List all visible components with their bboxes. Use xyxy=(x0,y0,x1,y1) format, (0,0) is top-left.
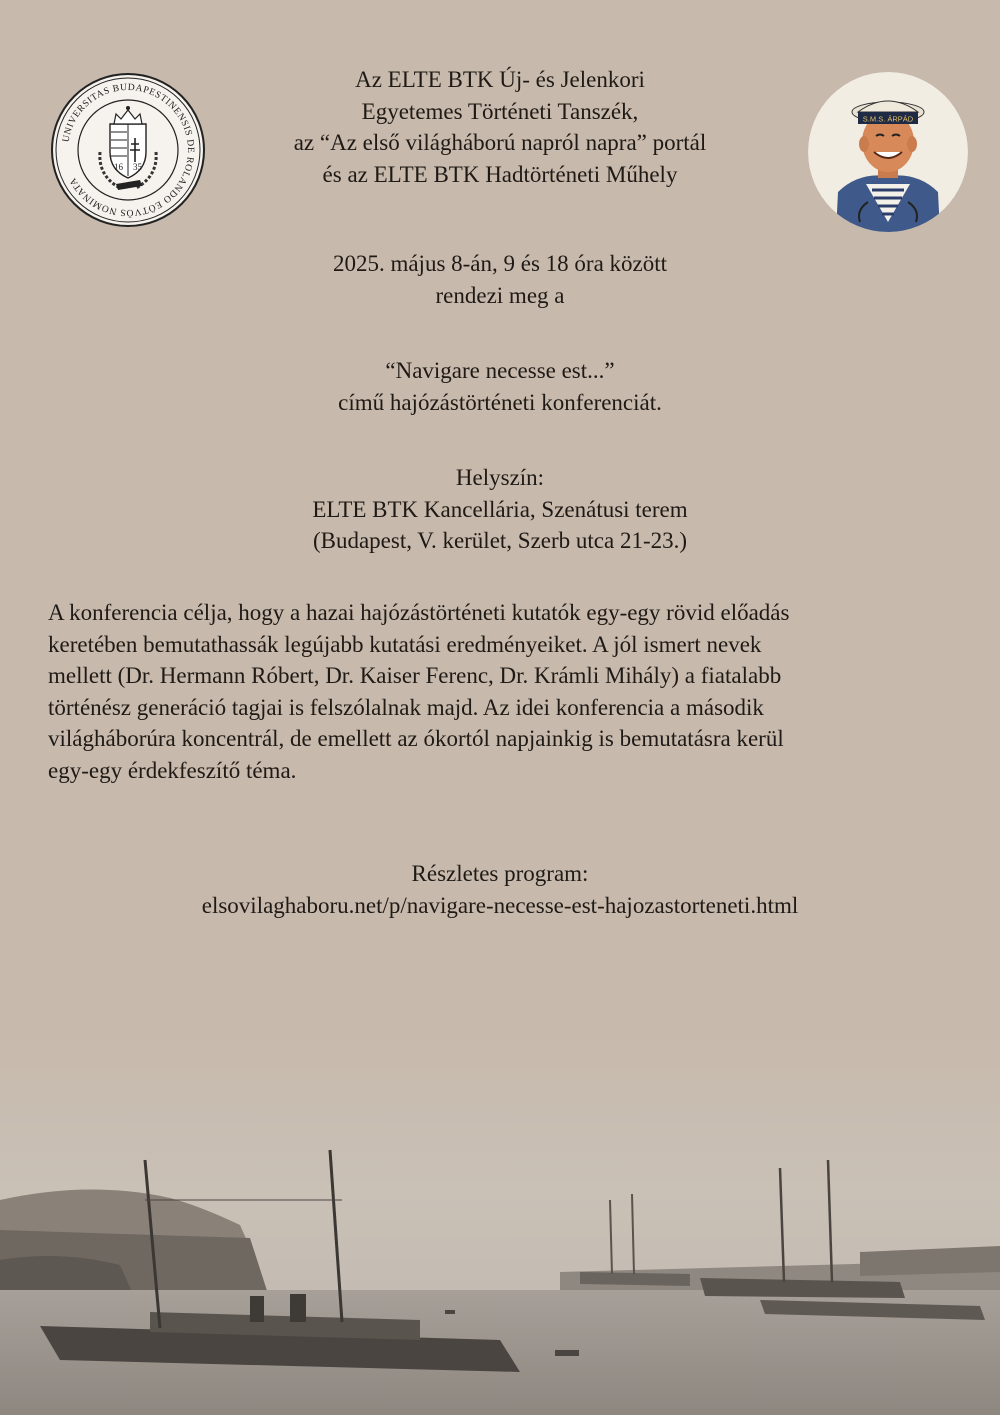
organizer-line: Az ELTE BTK Új- és Jelenkori xyxy=(355,67,645,92)
organizer-line: Egyetemes Történeti Tanszék, xyxy=(361,98,639,124)
event-title-sub: című hajózástörténeti konferenciát. xyxy=(338,389,662,415)
description-line: történész generáció tagjai is felszólalnak majd. Az idei konferencia a második xyxy=(48,694,764,720)
venue-label: Helyszín: xyxy=(455,465,545,490)
event-date-sub: rendezi meg a xyxy=(435,282,565,308)
harbor-warships-photo xyxy=(0,1010,1000,1415)
description-paragraph xyxy=(48,597,968,786)
description-line: keretében bemutathassák legújabb kutatási eredményeiket. A jól ismert nevek xyxy=(48,631,762,657)
seal-year-left: 16 xyxy=(114,162,123,172)
organizer-line: az “Az első világháború napról napra” portál xyxy=(293,130,707,155)
seal-ring-text: UNIVERSITAS BUDAPESTINENSIS DE ROLANDO EÖTVÖS NOMINATA xyxy=(60,81,197,219)
seal-year-right: 35 xyxy=(133,162,142,172)
description-line: egy-egy érdekfeszítő téma. xyxy=(48,757,297,783)
title-block xyxy=(0,355,1000,418)
event-date: 2025. május 8-án, 9 és 18 óra között xyxy=(332,251,668,276)
venue-address: (Budapest, V. kerület, Szerb utca 21-23.) xyxy=(312,528,688,553)
venue-name: ELTE BTK Kancellária, Szenátusi terem xyxy=(312,496,688,522)
venue-block xyxy=(0,462,1000,557)
description-line: mellett (Dr. Hermann Róbert, Dr. Kaiser Ferenc, Dr. Krámli Mihály) a fiatalabb xyxy=(48,663,782,688)
organizers-block xyxy=(0,64,1000,190)
cap-band-text: S.M.S. ÁRPÁD xyxy=(862,114,914,124)
description-line: A konferencia célja, hogy a hazai hajózástörténeti kutatók egy-egy rövid előadás xyxy=(48,600,790,625)
program-block xyxy=(0,858,1000,921)
organizer-line: és az ELTE BTK Hadtörténeti Műhely xyxy=(322,161,678,187)
event-title: “Navigare necesse est...” xyxy=(385,358,615,383)
description-line: világháborúra koncentrál, de emellett az ókortól napjainkig is bemutatásra kerül xyxy=(48,726,784,751)
program-link[interactable]: elsovilaghaboru.net/p/navigare-necesse-est-hajozastorteneti.html xyxy=(201,892,799,918)
program-label: Részletes program: xyxy=(411,861,589,886)
date-block xyxy=(0,248,1000,311)
